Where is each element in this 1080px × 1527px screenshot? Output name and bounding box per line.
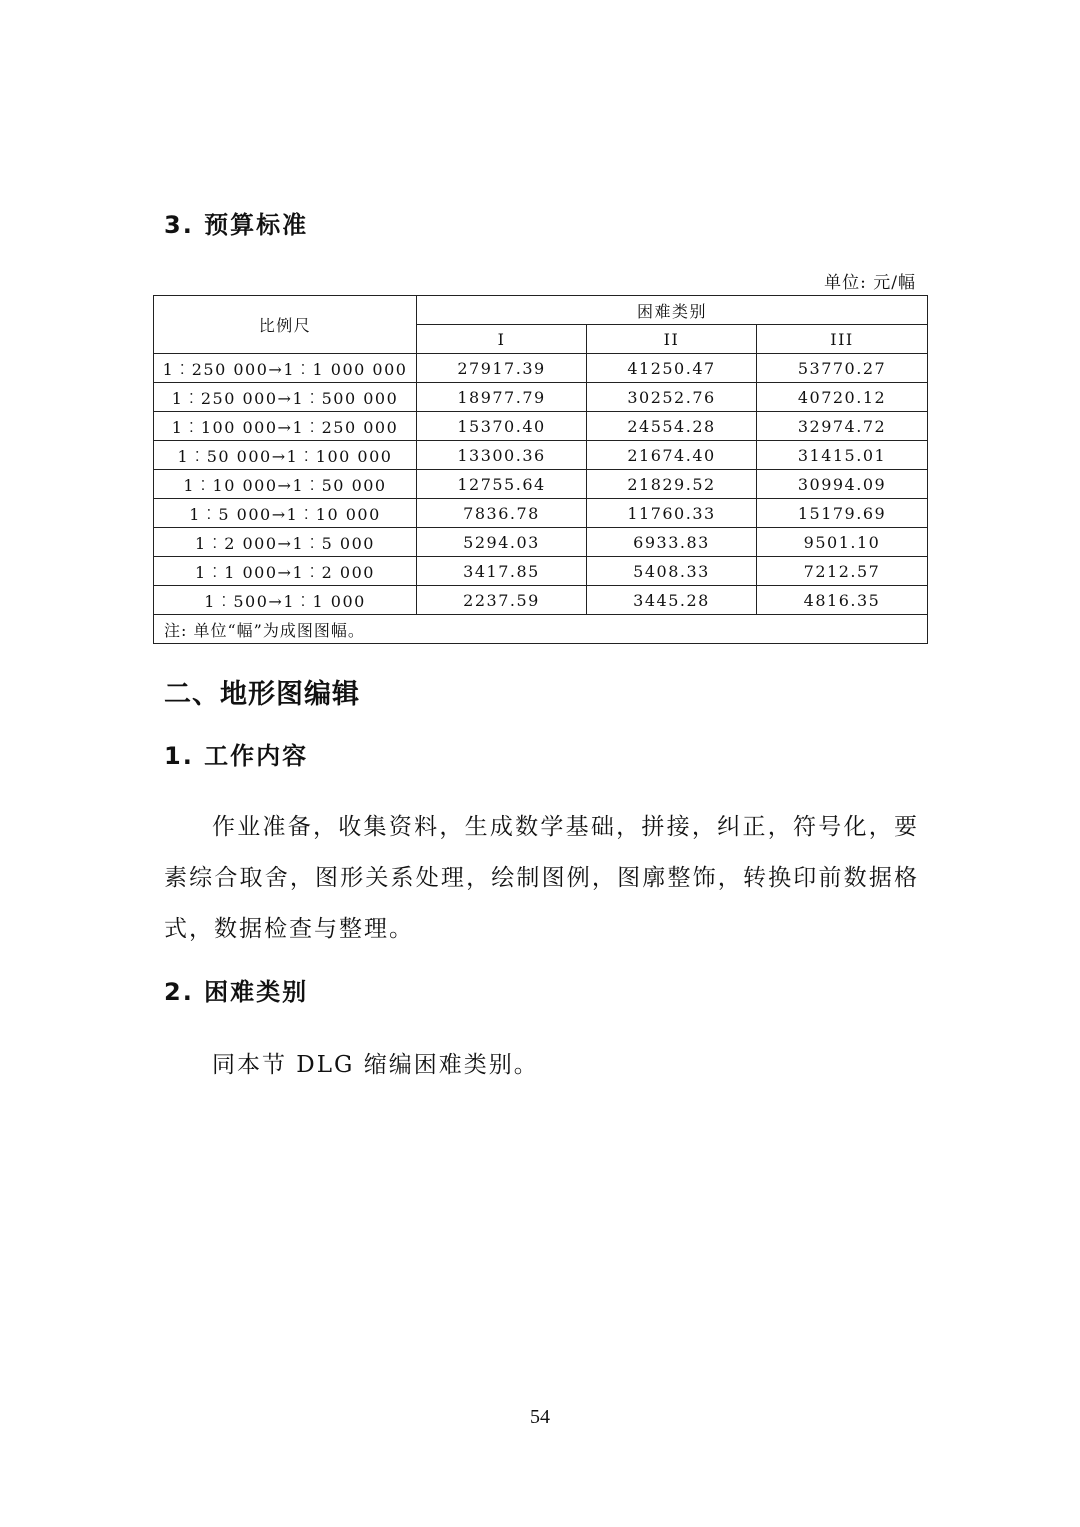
scale-cell: 1︰500→1︰1 000	[154, 586, 417, 615]
scale-cell: 1︰100 000→1︰250 000	[154, 412, 417, 441]
scale-cell: 1︰1 000→1︰2 000	[154, 557, 417, 586]
section-3-title: 3. 预算标准	[164, 211, 309, 239]
scale-cell: 1︰2 000→1︰5 000	[154, 528, 417, 557]
header-class-2: II	[587, 325, 757, 354]
header-class-3: III	[757, 325, 928, 354]
value-cell: 18977.79	[417, 383, 587, 412]
table-row	[154, 586, 928, 615]
value-cell: 24554.28	[587, 412, 757, 441]
table-row	[154, 470, 928, 499]
table-note: 注: 单位“幅”为成图图幅。	[154, 615, 928, 644]
work-content-paragraph: 作业准备，收集资料，生成数学基础，拼接，纠正，符号化，要素综合取舍，图形关系处理，绘制图例，图廓整饰，转换印前数据格式，数据检查与整理。	[164, 814, 919, 942]
table-unit-note: 单位: 元/幅	[824, 273, 916, 293]
table-header-row	[154, 296, 928, 325]
table-row	[154, 441, 928, 470]
table-row	[154, 528, 928, 557]
value-cell: 15179.69	[757, 499, 928, 528]
value-cell: 9501.10	[757, 528, 928, 557]
table-row	[154, 412, 928, 441]
value-cell: 32974.72	[757, 412, 928, 441]
scale-cell: 1︰250 000→1︰500 000	[154, 383, 417, 412]
value-cell: 4816.35	[757, 586, 928, 615]
value-cell: 12755.64	[417, 470, 587, 499]
scale-cell: 1︰50 000→1︰100 000	[154, 441, 417, 470]
value-cell: 13300.36	[417, 441, 587, 470]
value-cell: 15370.40	[417, 412, 587, 441]
value-cell: 41250.47	[587, 354, 757, 383]
value-cell: 3445.28	[587, 586, 757, 615]
page-number: 54	[530, 1406, 550, 1428]
header-difficulty: 困难类别	[417, 296, 928, 325]
value-cell: 5408.33	[587, 557, 757, 586]
scale-cell: 1︰10 000→1︰50 000	[154, 470, 417, 499]
value-cell: 2237.59	[417, 586, 587, 615]
section-title-topographic-editing: 二、地形图编辑	[164, 679, 360, 710]
value-cell: 21674.40	[587, 441, 757, 470]
header-scale: 比例尺	[154, 296, 417, 354]
difficulty-paragraph: 同本节 DLG 缩编困难类别。	[212, 1052, 539, 1078]
value-cell: 53770.27	[757, 354, 928, 383]
table-row	[154, 354, 928, 383]
table-row	[154, 383, 928, 412]
value-cell: 5294.03	[417, 528, 587, 557]
subsection-difficulty-title: 2. 困难类别	[164, 978, 309, 1006]
value-cell: 30994.09	[757, 470, 928, 499]
table-row	[154, 499, 928, 528]
value-cell: 21829.52	[587, 470, 757, 499]
scale-cell: 1︰250 000→1︰1 000 000	[154, 354, 417, 383]
value-cell: 7836.78	[417, 499, 587, 528]
value-cell: 7212.57	[757, 557, 928, 586]
table-row	[154, 557, 928, 586]
table-note-row	[154, 615, 928, 644]
value-cell: 6933.83	[587, 528, 757, 557]
scale-cell: 1︰5 000→1︰10 000	[154, 499, 417, 528]
header-class-1: I	[417, 325, 587, 354]
value-cell: 40720.12	[757, 383, 928, 412]
budget-standard-table	[153, 295, 928, 644]
value-cell: 3417.85	[417, 557, 587, 586]
value-cell: 11760.33	[587, 499, 757, 528]
value-cell: 31415.01	[757, 441, 928, 470]
value-cell: 27917.39	[417, 354, 587, 383]
value-cell: 30252.76	[587, 383, 757, 412]
subsection-work-content-title: 1. 工作内容	[164, 742, 309, 770]
